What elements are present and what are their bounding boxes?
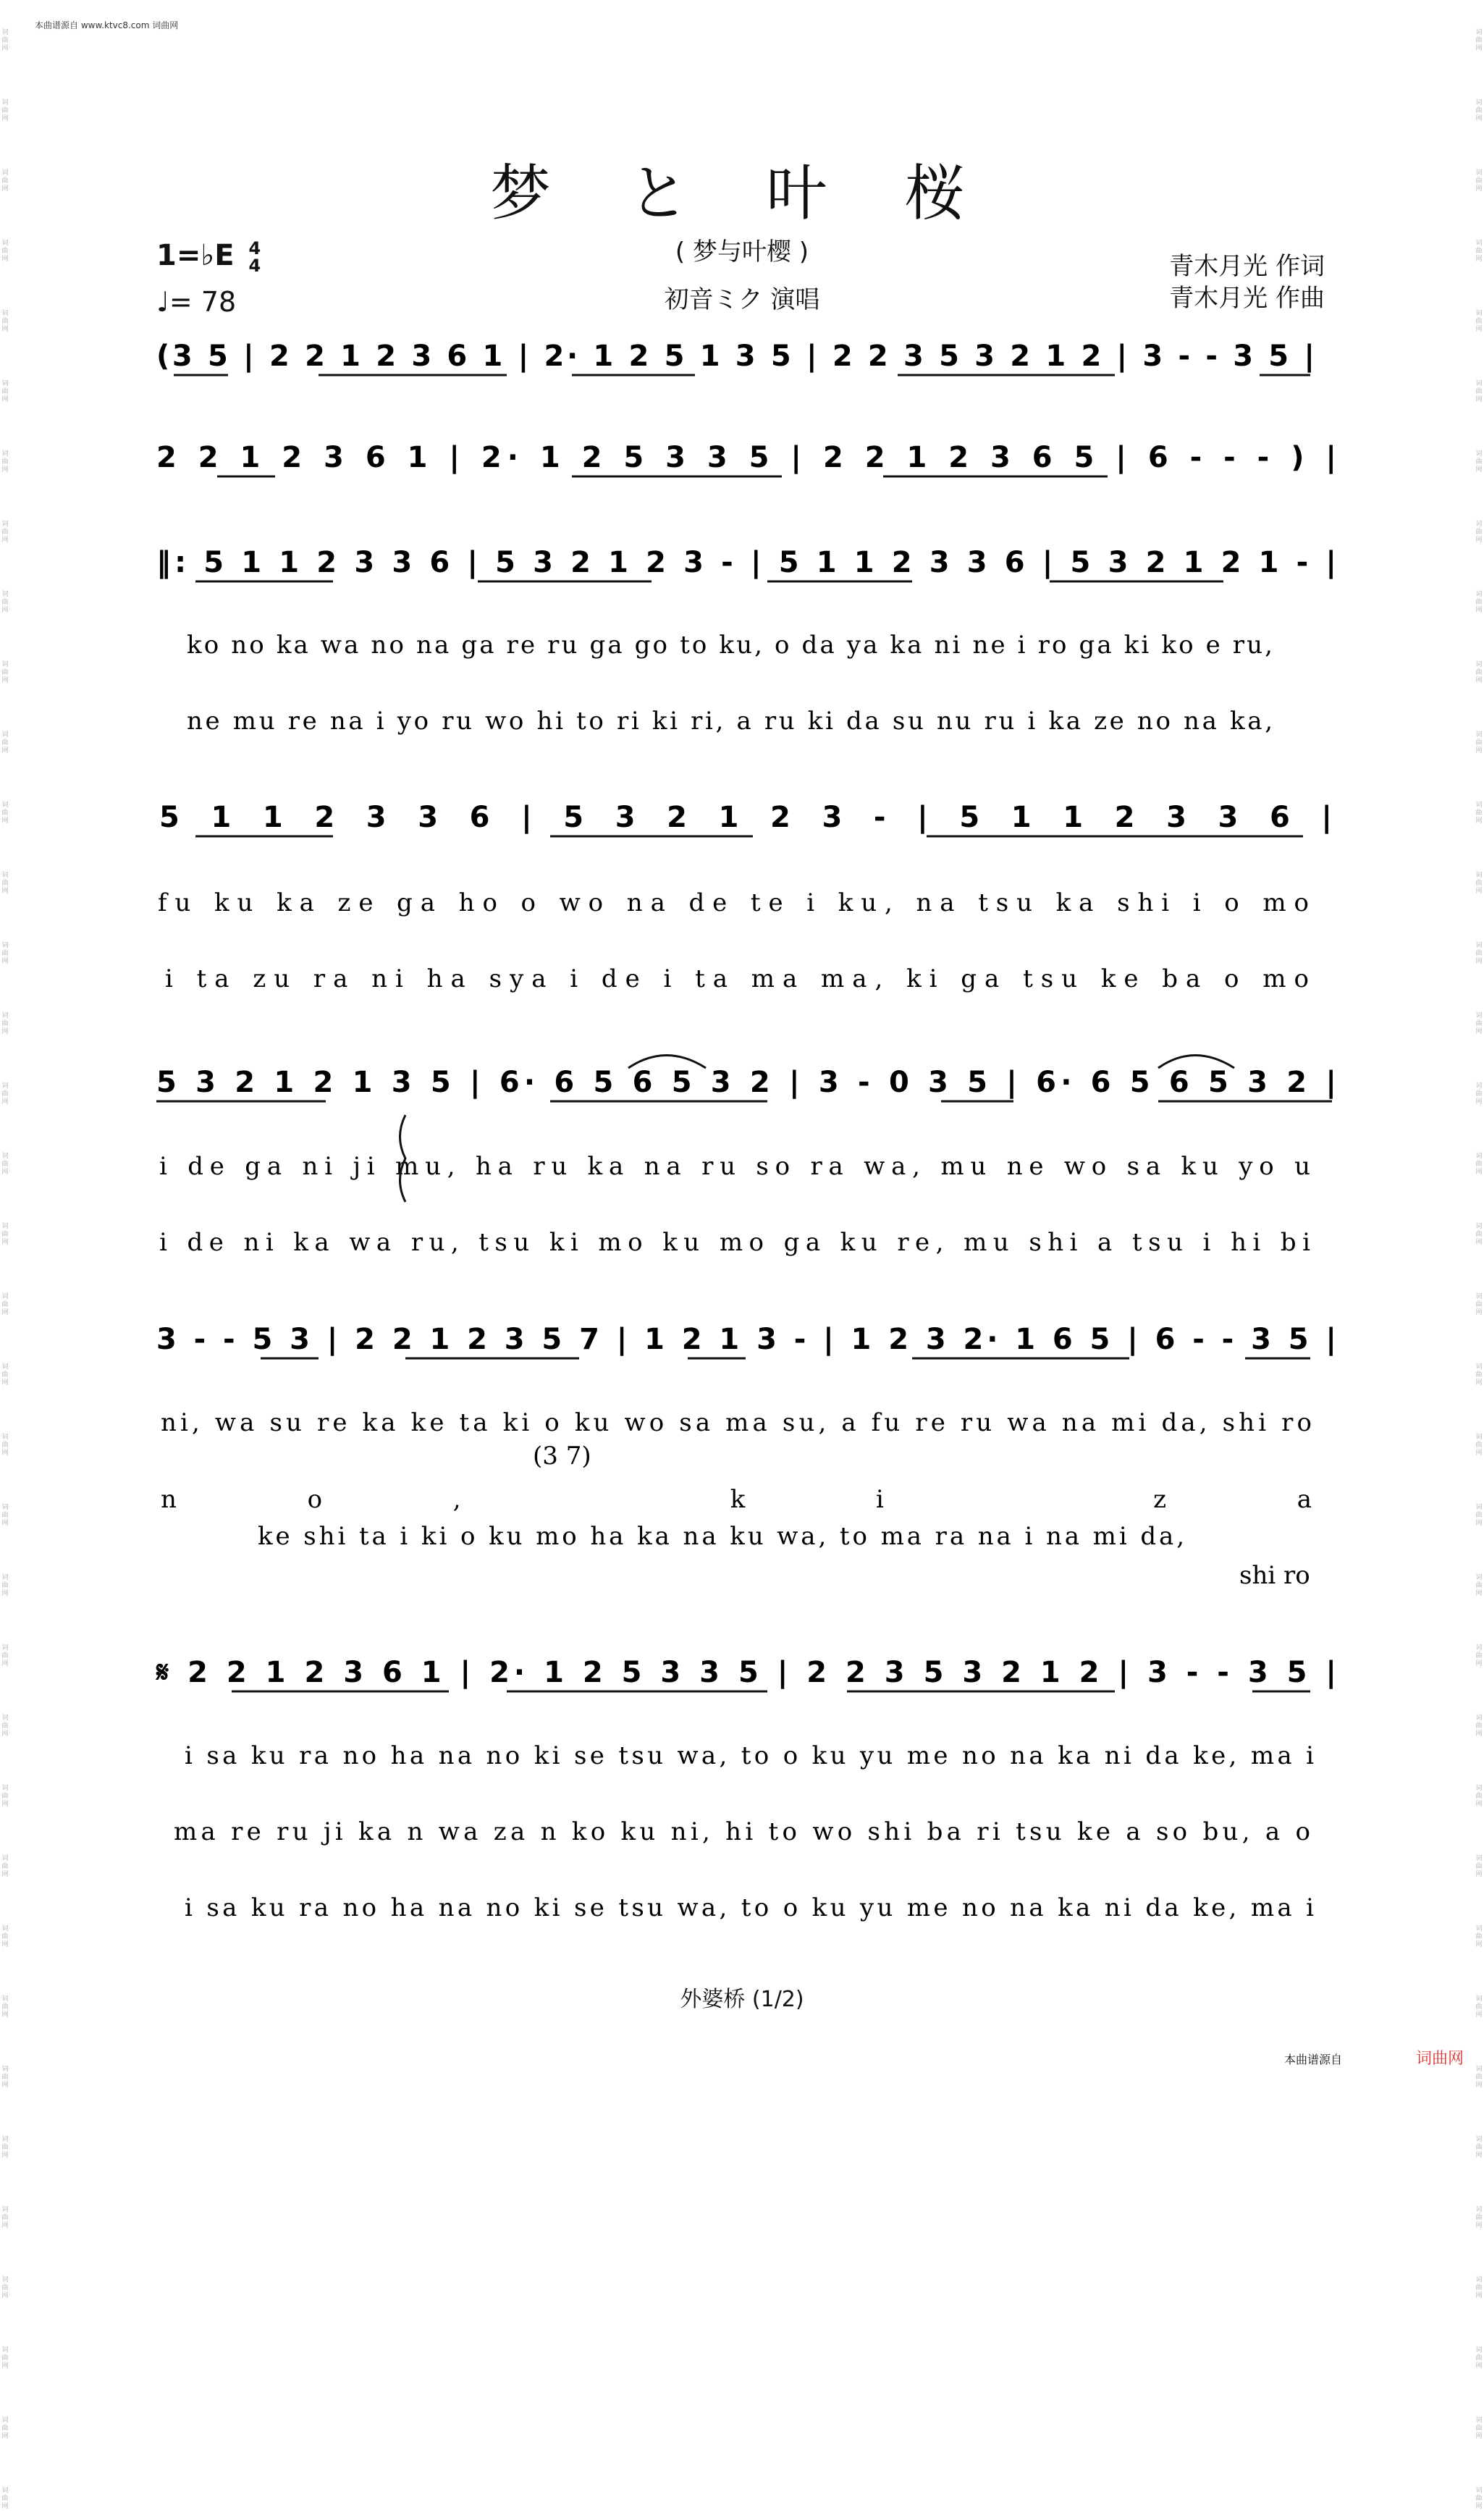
edge-watermark-text: 词曲网 bbox=[1, 1644, 9, 1667]
system-6-lyric-2: no, ki za bbox=[161, 1485, 1312, 1514]
edge-watermark-text: 词曲网 bbox=[1475, 310, 1483, 333]
system-3-lyric-2: ne mu re na i yo ru wo hi to ri ki ri, a ru ki da su nu ru i ka ze no na ka, bbox=[187, 707, 1273, 736]
edge-watermark-text: 词曲网 bbox=[1475, 1785, 1483, 1808]
system-2-notes: 2 2 1 2 3 6 1 | 2· 1 2 5 3 3 5 | 2 2 1 2 3 6 5 | 6 - - - ) | bbox=[156, 441, 1336, 474]
edge-watermark-text: 词曲网 bbox=[1475, 1434, 1483, 1457]
edge-watermark-text: 词曲网 bbox=[1475, 1644, 1483, 1667]
edge-watermark-text: 词曲网 bbox=[1, 942, 9, 965]
edge-watermark-text: 词曲网 bbox=[1, 2417, 9, 2440]
edge-watermark-text: 词曲网 bbox=[1, 2206, 9, 2229]
edge-watermark-text: 词曲网 bbox=[1475, 99, 1483, 122]
system-6-notes: 3 - - 5 3 | 2 2 1 2 3 5 7 | 1 2 1 3 - | 1 2 3 2· 1 6 5 | 6 - - 3 5 | bbox=[156, 1323, 1337, 1356]
system-6-alt-notes: (3 7) bbox=[533, 1442, 591, 1471]
edge-watermark-text: 词曲网 bbox=[1, 450, 9, 474]
edge-watermark-text: 词曲网 bbox=[1, 802, 9, 825]
edge-watermark-text: 词曲网 bbox=[1, 661, 9, 684]
edge-watermark-text: 词曲网 bbox=[1, 1434, 9, 1457]
edge-watermark-text: 词曲网 bbox=[1475, 2276, 1483, 2300]
edge-watermark-text: 词曲网 bbox=[1, 310, 9, 333]
edge-watermark-text: 词曲网 bbox=[1, 1504, 9, 1527]
edge-watermark-text: 词曲网 bbox=[1, 2276, 9, 2300]
lyricist-credit: 青木月光 作词 bbox=[1169, 252, 1325, 281]
page-footer: 外婆桥 (1/2) bbox=[680, 1987, 804, 2012]
edge-watermark-text: 词曲网 bbox=[1475, 29, 1483, 52]
edge-watermark-text: 词曲网 bbox=[1, 1574, 9, 1597]
edge-watermark-text: 词曲网 bbox=[1, 1925, 9, 1948]
system-5-lyric-1: i de ga ni ji mu, ha ru ka na ru so ra wa, mu ne wo sa ku yo u bbox=[159, 1152, 1310, 1181]
system-1-notes: (3 5 | 2 2 1 2 3 6 1 | 2· 1 2 5 1 3 5 | 2 2 3 5 3 2 1 2 | 3 - - 3 5 | bbox=[156, 340, 1315, 373]
edge-watermark-text: 词曲网 bbox=[1, 2136, 9, 2159]
source-note: 本曲谱源自 www.ktvc8.com 词曲网 bbox=[35, 20, 179, 30]
edge-watermark-text: 词曲网 bbox=[1, 521, 9, 544]
edge-watermark-text: 词曲网 bbox=[1, 1153, 9, 1176]
edge-watermark-text: 词曲网 bbox=[1, 2487, 9, 2510]
edge-watermark-text: 词曲网 bbox=[1475, 240, 1483, 263]
edge-watermark-text: 词曲网 bbox=[1475, 380, 1483, 403]
edge-watermark-text: 词曲网 bbox=[1, 2347, 9, 2370]
edge-watermark-text: 词曲网 bbox=[1475, 1082, 1483, 1106]
edge-watermark-text: 词曲网 bbox=[1475, 661, 1483, 684]
edge-watermark-text: 词曲网 bbox=[1, 872, 9, 895]
edge-watermark-text: 词曲网 bbox=[1475, 591, 1483, 614]
brand-source: 本曲谱源自 bbox=[1284, 2053, 1343, 2066]
edge-watermark-text: 词曲网 bbox=[1475, 1855, 1483, 1878]
time-bottom: 4 bbox=[248, 256, 261, 276]
edge-watermark-text: 词曲网 bbox=[1, 380, 9, 403]
system-7-lyric-3: i sa ku ra no ha na no ki se tsu wa, to o ku yu me no na ka ni da ke, ma i bbox=[185, 1893, 1315, 1922]
edge-watermark-text: 词曲网 bbox=[1475, 1012, 1483, 1035]
edge-watermark-text: 词曲网 bbox=[1475, 2136, 1483, 2159]
edge-watermark-text: 词曲网 bbox=[1, 1995, 9, 2019]
singer-credit: 初音ミク 演唱 bbox=[664, 285, 820, 314]
system-4-lyric-2: i ta zu ra ni ha sya i de i ta ma ma, ki ga tsu ke ba o mo bbox=[165, 964, 1310, 993]
edge-watermark-text: 词曲网 bbox=[1475, 1363, 1483, 1387]
edge-watermark-text: 词曲网 bbox=[1, 1785, 9, 1808]
key-label: 1=♭E bbox=[156, 239, 235, 272]
edge-watermark-text: 词曲网 bbox=[1475, 450, 1483, 474]
edge-watermark-text: 词曲网 bbox=[1475, 731, 1483, 754]
edge-watermark-text: 词曲网 bbox=[1475, 1223, 1483, 1246]
edge-watermark-text: 词曲网 bbox=[1475, 1995, 1483, 2019]
edge-watermark-text: 词曲网 bbox=[1, 1855, 9, 1878]
edge-watermark-text: 词曲网 bbox=[1475, 2347, 1483, 2370]
edge-watermark-text: 词曲网 bbox=[1, 1012, 9, 1035]
edge-watermark-text: 词曲网 bbox=[1475, 942, 1483, 965]
edge-watermark-text: 词曲网 bbox=[1, 99, 9, 122]
system-6-lyric-1: ni, wa su re ka ke ta ki o ku wo sa ma su, a fu re ru wa na mi da, shi ro bbox=[161, 1408, 1312, 1437]
edge-watermark-text: 词曲网 bbox=[1475, 2066, 1483, 2089]
edge-watermark-text: 词曲网 bbox=[1, 169, 9, 193]
edge-watermark-text: 词曲网 bbox=[1475, 1574, 1483, 1597]
tempo-marking: ♩= 78 bbox=[156, 286, 237, 318]
song-title: 梦 と 叶 桜 bbox=[489, 158, 995, 229]
edge-watermark-text: 词曲网 bbox=[1475, 802, 1483, 825]
edge-watermark-text: 词曲网 bbox=[1, 591, 9, 614]
system-6-lyric-4: shi ro bbox=[1239, 1561, 1310, 1590]
system-4-notes: 5 1 1 2 3 3 6 | 5 3 2 1 2 3 - | 5 1 1 2 3 3 6 | bbox=[159, 801, 1332, 834]
edge-watermark-text: 词曲网 bbox=[1475, 1925, 1483, 1948]
edge-watermark-text: 词曲网 bbox=[1475, 521, 1483, 544]
system-6-lyric-3: ke shi ta i ki o ku mo ha ka na ku wa, to ma ra na i na mi da, bbox=[258, 1522, 1184, 1551]
edge-watermark-text: 词曲网 bbox=[1, 1715, 9, 1738]
edge-watermark-text: 词曲网 bbox=[1475, 1715, 1483, 1738]
edge-watermark-text: 词曲网 bbox=[1475, 2487, 1483, 2510]
system-5-lyric-2: i de ni ka wa ru, tsu ki mo ku mo ga ku re, mu shi a tsu i hi bi bbox=[159, 1228, 1311, 1257]
time-top: 4 bbox=[248, 238, 261, 258]
brand-logo-text: 词曲网 bbox=[1416, 2050, 1464, 2068]
edge-watermark-text: 词曲网 bbox=[1475, 2206, 1483, 2229]
edge-watermark-text: 词曲网 bbox=[1, 1293, 9, 1316]
system-3-lyric-1: ko no ka wa no na ga re ru ga go to ku, o da ya ka ni ne i ro ga ki ko e ru, bbox=[187, 631, 1273, 660]
edge-watermark-text: 词曲网 bbox=[1475, 2417, 1483, 2440]
edge-watermark-text: 词曲网 bbox=[1475, 1504, 1483, 1527]
system-7-lyric-2: ma re ru ji ka n wa za n ko ku ni, hi to wo shi ba ri tsu ke a so bu, a o bbox=[174, 1817, 1310, 1846]
system-4-lyric-1: fu ku ka ze ga ho o wo na de te i ku, na tsu ka shi i o mo bbox=[158, 888, 1310, 917]
edge-watermark-text: 词曲网 bbox=[1, 240, 9, 263]
system-5-notes: 5 3 2 1 2 1 3 5 | 6· 6 5 6 5 3 2 | 3 - 0 3 5 | 6· 6 5 6 5 3 2 | bbox=[156, 1066, 1336, 1099]
song-subtitle: ( 梦与叶樱 ) bbox=[675, 237, 809, 266]
edge-watermark-text: 词曲网 bbox=[1475, 872, 1483, 895]
edge-watermark-text: 词曲网 bbox=[1475, 1153, 1483, 1176]
edge-watermark-text: 词曲网 bbox=[1475, 169, 1483, 193]
system-3-notes: ‖: 5 1 1 2 3 3 6 | 5 3 2 1 2 3 - | 5 1 1 2 3 3 6 | 5 3 2 1 2 1 - | bbox=[156, 546, 1336, 579]
composer-credit: 青木月光 作曲 bbox=[1169, 284, 1325, 313]
system-7-notes: 𝄋 2 2 1 2 3 6 1 | 2· 1 2 5 3 3 5 | 2 2 3 5 3 2 1 2 | 3 - - 3 5 | bbox=[156, 1656, 1336, 1689]
edge-watermark-text: 词曲网 bbox=[1475, 1293, 1483, 1316]
edge-watermark-text: 词曲网 bbox=[1, 1363, 9, 1387]
edge-watermark-text: 词曲网 bbox=[1, 731, 9, 754]
edge-watermark-text: 词曲网 bbox=[1, 2066, 9, 2089]
edge-watermark-text: 词曲网 bbox=[1, 29, 9, 52]
edge-watermark-text: 词曲网 bbox=[1, 1082, 9, 1106]
system-7-lyric-1: i sa ku ra no ha na no ki se tsu wa, to o ku yu me no na ka ni da ke, ma i bbox=[185, 1741, 1315, 1770]
edge-watermark-text: 词曲网 bbox=[1, 1223, 9, 1246]
